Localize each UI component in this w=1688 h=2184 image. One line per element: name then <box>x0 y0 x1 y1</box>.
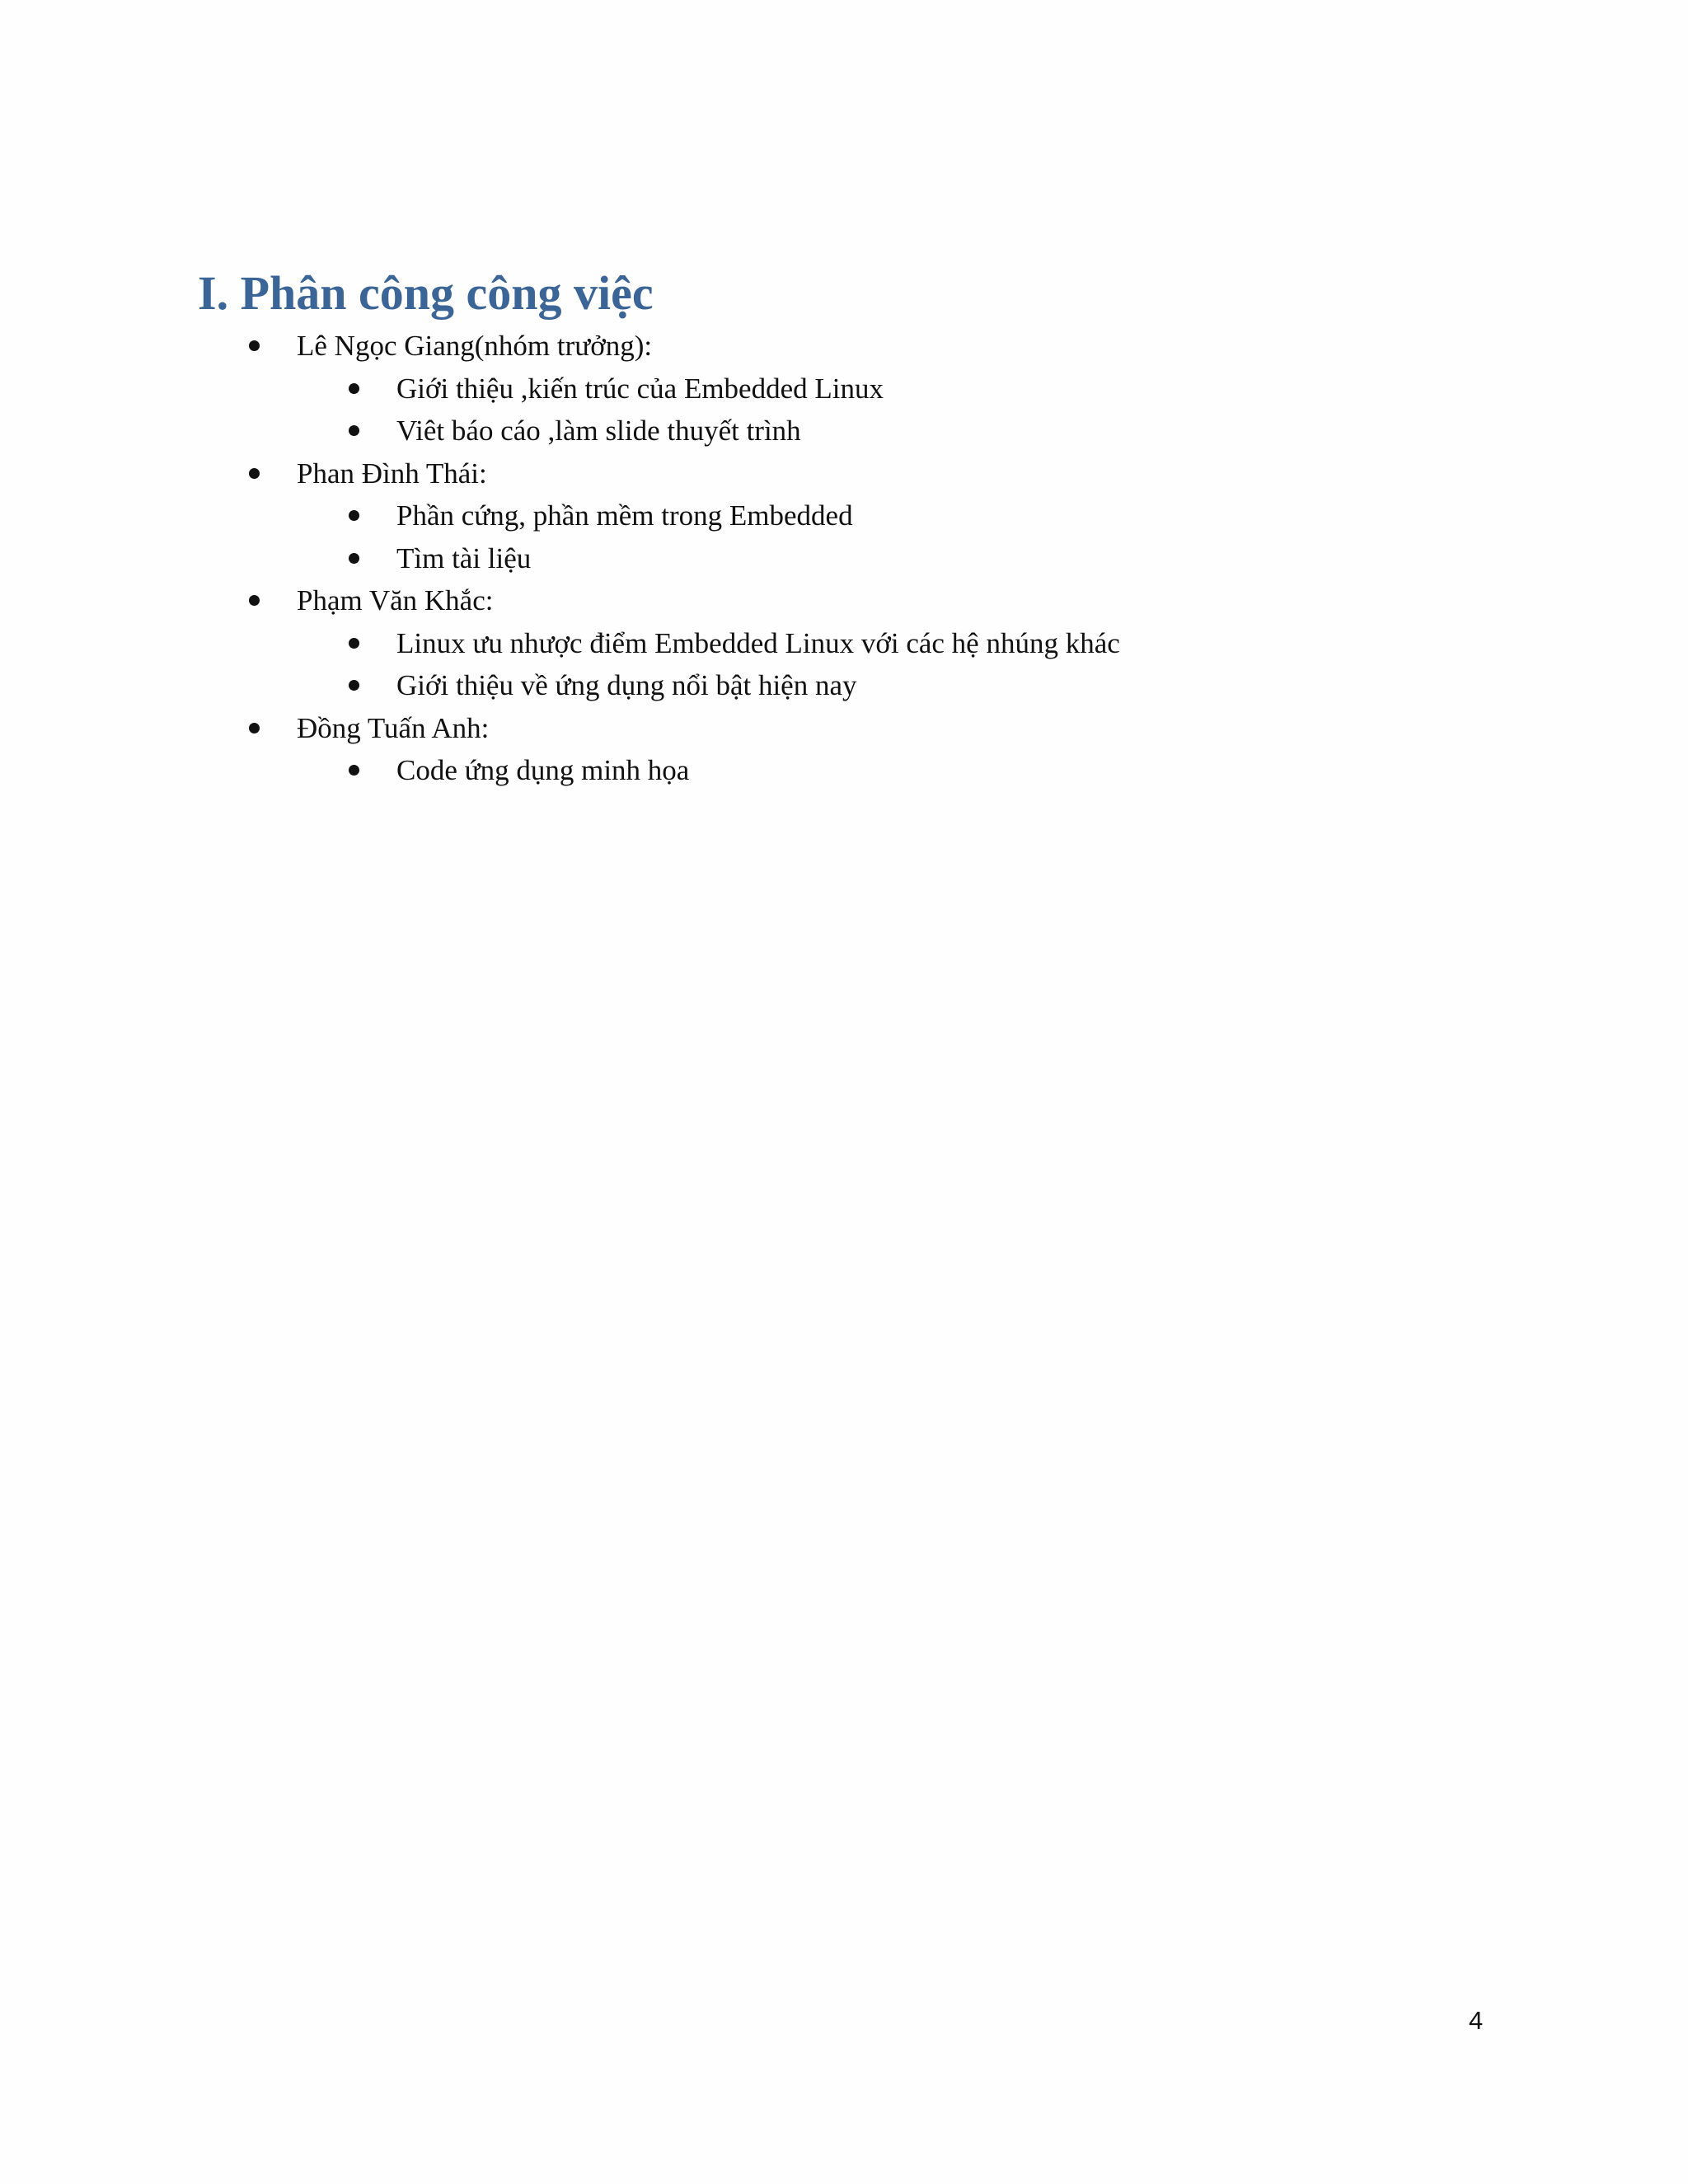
task-text: Viêt báo cáo ,làm slide thuyết trình <box>396 415 801 447</box>
member-name: Lê Ngọc Giang(nhóm trưởng): <box>297 330 653 362</box>
bullet-icon <box>349 510 359 521</box>
bullet-icon <box>349 383 359 394</box>
bullet-icon <box>349 680 359 691</box>
task-text: Tìm tài liệu <box>396 541 532 574</box>
task-text: Phần cứng, phần mềm trong Embedded <box>396 499 853 532</box>
bullet-icon <box>249 340 260 351</box>
bullet-icon <box>349 638 359 649</box>
member-name: Đồng Tuấn Anh: <box>297 711 490 744</box>
bullet-icon <box>249 723 260 733</box>
page-number: 4 <box>1469 2006 1484 2035</box>
task-text: Giới thiệu về ứng dụng nổi bật hiện nay <box>396 669 857 701</box>
section-heading: I. Phân công công việc <box>198 266 654 320</box>
bullet-icon <box>349 765 359 776</box>
bullet-icon <box>349 553 359 564</box>
bullet-icon <box>349 425 359 436</box>
task-text: Linux ưu nhược điểm Embedded Linux với các hệ nhúng khác <box>396 626 1120 659</box>
bullet-icon <box>249 468 260 479</box>
member-name: Phạm Văn Khắc: <box>297 584 494 616</box>
bullet-icon <box>249 595 260 606</box>
task-text: Giới thiệu ,kiến trúc của Embedded Linux <box>396 372 884 405</box>
member-name: Phan Đình Thái: <box>297 457 487 490</box>
task-text: Code ứng dụng minh họa <box>396 754 690 786</box>
